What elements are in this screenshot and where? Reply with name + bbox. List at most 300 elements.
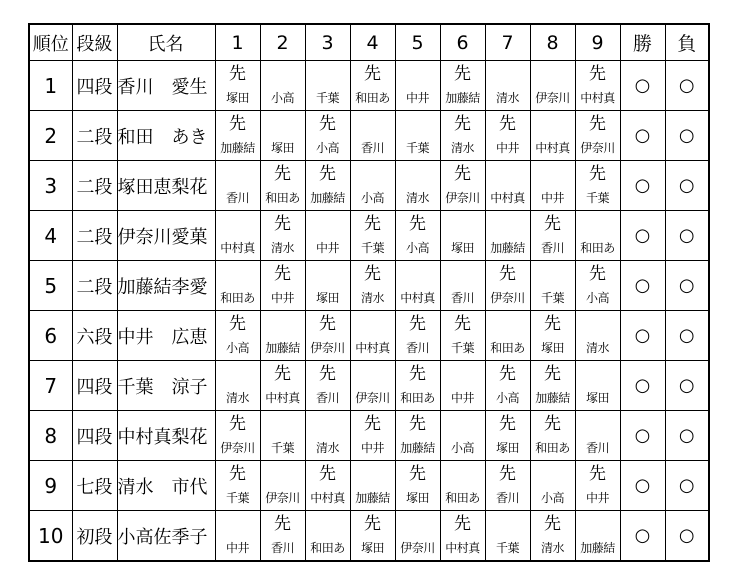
opponent-name: 小高 [315, 141, 339, 155]
opponent-name: 伊奈川 [265, 491, 300, 505]
round-cell [305, 161, 350, 211]
round-cell [395, 161, 440, 211]
round-cell [215, 111, 260, 161]
round-cell [575, 411, 620, 461]
sente-mark: 先 [319, 114, 336, 134]
rank-cell: 7 [29, 361, 72, 411]
opponent-name: 塚田 [225, 91, 249, 105]
round-cell [260, 361, 305, 411]
opponent-name: 加藤結 [535, 391, 570, 405]
round-cell [485, 361, 530, 411]
sente-mark: 先 [364, 64, 381, 84]
round-cell [485, 111, 530, 161]
table-row [29, 361, 709, 411]
loss-cell: ○ [665, 411, 709, 461]
round-cell [530, 511, 575, 562]
opponent-name: 小高 [225, 341, 249, 355]
opponent-name: 千葉 [495, 541, 519, 555]
opponent-name: 中村真 [490, 191, 525, 205]
opponent-name: 伊奈川 [400, 541, 435, 555]
table-body [29, 61, 709, 562]
opponent-name: 加藤結 [220, 141, 255, 155]
dan-cell: 四段 [72, 411, 117, 461]
table-row [29, 311, 709, 361]
round-cell [485, 61, 530, 111]
round-cell [530, 211, 575, 261]
opponent-name: 清水 [540, 541, 564, 555]
round-header: 4 [350, 24, 395, 61]
table-row [29, 61, 709, 111]
sente-mark: 先 [409, 214, 426, 234]
round-cell [395, 261, 440, 311]
opponent-name: 和田あ [265, 191, 300, 205]
opponent-name: 中村真 [355, 341, 390, 355]
opponent-name: 伊奈川 [580, 141, 615, 155]
opponent-name: 和田あ [445, 491, 480, 505]
round-cell [305, 311, 350, 361]
opponent-name: 小高 [540, 491, 564, 505]
opponent-name: 小高 [585, 291, 609, 305]
loss-cell: ○ [665, 311, 709, 361]
table-row [29, 411, 709, 461]
round-cell [350, 511, 395, 562]
round-cell [575, 461, 620, 511]
round-cell [260, 511, 305, 562]
round-cell [260, 311, 305, 361]
opponent-name: 中井 [315, 241, 339, 255]
player-name-cell: 塚田恵梨花 [117, 161, 215, 211]
round-cell [305, 361, 350, 411]
opponent-name: 伊奈川 [490, 291, 525, 305]
sente-mark: 先 [274, 364, 291, 384]
round-cell [350, 361, 395, 411]
opponent-name: 中村真 [265, 391, 300, 405]
dan-cell: 二段 [72, 211, 117, 261]
table-row [29, 511, 709, 562]
round-cell [485, 511, 530, 562]
round-cell [485, 261, 530, 311]
opponent-name: 中村真 [220, 241, 255, 255]
round-cell [350, 411, 395, 461]
round-cell [350, 161, 395, 211]
opponent-name: 清水 [360, 291, 384, 305]
round-cell [440, 161, 485, 211]
opponent-name: 和田あ [535, 441, 570, 455]
round-cell [215, 511, 260, 562]
round-cell [575, 111, 620, 161]
sente-mark: 先 [544, 314, 561, 334]
opponent-name: 塚田 [540, 341, 564, 355]
sente-mark: 先 [589, 114, 606, 134]
sente-mark: 先 [409, 464, 426, 484]
opponent-name: 清水 [315, 441, 339, 455]
opponent-name: 中井 [270, 291, 294, 305]
sente-mark: 先 [454, 314, 471, 334]
opponent-name: 加藤結 [580, 541, 615, 555]
sente-mark: 先 [364, 414, 381, 434]
round-cell [395, 211, 440, 261]
opponent-name: 千葉 [585, 191, 609, 205]
sente-mark: 先 [409, 364, 426, 384]
round-cell [350, 111, 395, 161]
round-cell [305, 111, 350, 161]
opponent-name: 小高 [270, 91, 294, 105]
opponent-name: 中井 [225, 541, 249, 555]
sente-mark: 先 [319, 464, 336, 484]
round-cell [440, 461, 485, 511]
sente-mark: 先 [544, 364, 561, 384]
player-name-cell: 伊奈川愛菓 [117, 211, 215, 261]
opponent-name: 中村真 [535, 141, 570, 155]
round-cell [215, 361, 260, 411]
table-row [29, 261, 709, 311]
opponent-name: 和田あ [490, 341, 525, 355]
loss-cell: ○ [665, 161, 709, 211]
opponent-name: 加藤結 [490, 241, 525, 255]
round-cell [350, 211, 395, 261]
sente-mark: 先 [364, 514, 381, 534]
round-cell [215, 461, 260, 511]
round-cell [215, 261, 260, 311]
round-cell [260, 211, 305, 261]
opponent-name: 中村真 [445, 541, 480, 555]
opponent-name: 千葉 [270, 441, 294, 455]
round-cell [530, 111, 575, 161]
opponent-name: 千葉 [405, 141, 429, 155]
round-cell [395, 361, 440, 411]
dan-cell: 二段 [72, 111, 117, 161]
opponent-name: 塚田 [495, 441, 519, 455]
round-cell [350, 61, 395, 111]
sente-mark: 先 [229, 314, 246, 334]
sente-mark: 先 [229, 114, 246, 134]
opponent-name: 和田あ [580, 241, 615, 255]
opponent-name: 小高 [450, 441, 474, 455]
round-cell [575, 311, 620, 361]
sente-mark: 先 [589, 264, 606, 284]
round-cell [350, 311, 395, 361]
opponent-name: 千葉 [540, 291, 564, 305]
sente-mark: 先 [409, 414, 426, 434]
round-cell [530, 311, 575, 361]
dan-cell: 七段 [72, 461, 117, 511]
opponent-name: 中村真 [580, 91, 615, 105]
win-cell: ○ [620, 361, 665, 411]
opponent-name: 中井 [360, 441, 384, 455]
opponent-name: 加藤結 [400, 441, 435, 455]
player-name-cell: 和田 あき [117, 111, 215, 161]
round-cell [530, 361, 575, 411]
opponent-name: 千葉 [315, 91, 339, 105]
round-cell [260, 61, 305, 111]
round-cell [215, 61, 260, 111]
opponent-name: 香川 [450, 291, 474, 305]
round-cell [440, 361, 485, 411]
opponent-name: 中井 [585, 491, 609, 505]
opponent-name: 中井 [450, 391, 474, 405]
opponent-name: 和田あ [355, 91, 390, 105]
rank-cell: 6 [29, 311, 72, 361]
name-header: 氏名 [117, 24, 215, 61]
loss-cell: ○ [665, 261, 709, 311]
round-cell [215, 161, 260, 211]
sente-mark: 先 [499, 264, 516, 284]
round-cell [440, 61, 485, 111]
sente-mark: 先 [454, 64, 471, 84]
opponent-name: 清水 [495, 91, 519, 105]
dan-cell: 二段 [72, 261, 117, 311]
rank-header: 順位 [29, 24, 72, 61]
round-header: 1 [215, 24, 260, 61]
win-cell: ○ [620, 211, 665, 261]
loss-cell: ○ [665, 61, 709, 111]
sente-mark: 先 [454, 514, 471, 534]
round-cell [260, 461, 305, 511]
sente-mark: 先 [274, 514, 291, 534]
rank-cell: 9 [29, 461, 72, 511]
opponent-name: 千葉 [450, 341, 474, 355]
sente-mark: 先 [274, 264, 291, 284]
round-cell [485, 461, 530, 511]
round-cell [395, 511, 440, 562]
sente-mark: 先 [454, 114, 471, 134]
opponent-name: 和田あ [310, 541, 345, 555]
round-cell [260, 111, 305, 161]
round-cell [395, 111, 440, 161]
sente-mark: 先 [544, 514, 561, 534]
sente-mark: 先 [319, 314, 336, 334]
sente-mark: 先 [229, 64, 246, 84]
opponent-name: 塚田 [585, 391, 609, 405]
loss-cell: ○ [665, 511, 709, 562]
player-name-cell: 中村真梨花 [117, 411, 215, 461]
table-row [29, 461, 709, 511]
opponent-name: 加藤結 [445, 91, 480, 105]
rank-cell: 1 [29, 61, 72, 111]
dan-cell: 六段 [72, 311, 117, 361]
round-cell [440, 311, 485, 361]
dan-cell: 四段 [72, 361, 117, 411]
loss-cell: ○ [665, 461, 709, 511]
sente-mark: 先 [499, 464, 516, 484]
round-cell [485, 311, 530, 361]
opponent-name: 加藤結 [310, 191, 345, 205]
loss-cell: ○ [665, 111, 709, 161]
win-header: 勝 [620, 24, 665, 61]
player-name-cell: 清水 市代 [117, 461, 215, 511]
round-cell [260, 261, 305, 311]
round-header: 3 [305, 24, 350, 61]
player-name-cell: 小高佐季子 [117, 511, 215, 562]
rank-cell: 8 [29, 411, 72, 461]
round-cell [575, 211, 620, 261]
round-cell [575, 161, 620, 211]
rank-cell: 2 [29, 111, 72, 161]
round-cell [530, 161, 575, 211]
player-name-cell: 加藤結李愛 [117, 261, 215, 311]
round-cell [530, 61, 575, 111]
opponent-name: 香川 [405, 341, 429, 355]
round-cell [530, 411, 575, 461]
round-cell [305, 261, 350, 311]
opponent-name: 香川 [495, 491, 519, 505]
win-cell: ○ [620, 161, 665, 211]
round-cell [575, 511, 620, 562]
loss-cell: ○ [665, 211, 709, 261]
table-row [29, 211, 709, 261]
round-cell [485, 161, 530, 211]
round-cell [305, 461, 350, 511]
opponent-name: 伊奈川 [535, 91, 570, 105]
sente-mark: 先 [229, 464, 246, 484]
round-cell [440, 111, 485, 161]
table-row [29, 111, 709, 161]
round-cell [305, 211, 350, 261]
opponent-name: 加藤結 [265, 341, 300, 355]
round-cell [440, 411, 485, 461]
opponent-name: 香川 [585, 441, 609, 455]
table-row [29, 161, 709, 211]
opponent-name: 小高 [405, 241, 429, 255]
round-cell [305, 61, 350, 111]
round-cell [215, 411, 260, 461]
opponent-name: 伊奈川 [445, 191, 480, 205]
sente-mark: 先 [274, 214, 291, 234]
round-cell [215, 311, 260, 361]
pairing-table [28, 23, 710, 562]
round-cell [260, 161, 305, 211]
opponent-name: 香川 [315, 391, 339, 405]
player-name-cell: 中井 広恵 [117, 311, 215, 361]
rank-cell: 5 [29, 261, 72, 311]
win-cell: ○ [620, 111, 665, 161]
opponent-name: 伊奈川 [220, 441, 255, 455]
round-header: 7 [485, 24, 530, 61]
round-cell [395, 61, 440, 111]
sente-mark: 先 [589, 164, 606, 184]
opponent-name: 中村真 [310, 491, 345, 505]
rank-cell: 4 [29, 211, 72, 261]
opponent-name: 千葉 [225, 491, 249, 505]
opponent-name: 清水 [450, 141, 474, 155]
round-cell [305, 511, 350, 562]
round-cell [350, 261, 395, 311]
opponent-name: 伊奈川 [310, 341, 345, 355]
win-cell: ○ [620, 261, 665, 311]
opponent-name: 千葉 [360, 241, 384, 255]
round-header: 2 [260, 24, 305, 61]
win-cell: ○ [620, 511, 665, 562]
sente-mark: 先 [409, 314, 426, 334]
opponent-name: 中村真 [400, 291, 435, 305]
win-cell: ○ [620, 61, 665, 111]
sente-mark: 先 [319, 364, 336, 384]
opponent-name: 加藤結 [355, 491, 390, 505]
loss-cell: ○ [665, 361, 709, 411]
round-cell [485, 411, 530, 461]
round-cell [395, 461, 440, 511]
sente-mark: 先 [499, 414, 516, 434]
opponent-name: 小高 [360, 191, 384, 205]
opponent-name: 清水 [225, 391, 249, 405]
dan-header: 段級 [72, 24, 117, 61]
round-cell [395, 311, 440, 361]
sente-mark: 先 [499, 364, 516, 384]
round-cell [440, 211, 485, 261]
opponent-name: 中井 [495, 141, 519, 155]
opponent-name: 伊奈川 [355, 391, 390, 405]
round-cell [440, 511, 485, 562]
opponent-name: 中井 [540, 191, 564, 205]
sente-mark: 先 [454, 164, 471, 184]
rank-cell: 10 [29, 511, 72, 562]
round-cell [395, 411, 440, 461]
opponent-name: 清水 [270, 241, 294, 255]
round-header: 8 [530, 24, 575, 61]
opponent-name: 小高 [495, 391, 519, 405]
opponent-name: 塚田 [315, 291, 339, 305]
opponent-name: 香川 [270, 541, 294, 555]
opponent-name: 中井 [405, 91, 429, 105]
loss-header: 負 [665, 24, 709, 61]
sente-mark: 先 [319, 164, 336, 184]
win-cell: ○ [620, 461, 665, 511]
round-cell [575, 261, 620, 311]
round-header: 6 [440, 24, 485, 61]
header-row [29, 24, 709, 61]
opponent-name: 香川 [225, 191, 249, 205]
round-header: 9 [575, 24, 620, 61]
rank-cell: 3 [29, 161, 72, 211]
dan-cell: 四段 [72, 61, 117, 111]
win-cell: ○ [620, 411, 665, 461]
sente-mark: 先 [544, 214, 561, 234]
round-header: 5 [395, 24, 440, 61]
opponent-name: 塚田 [405, 491, 429, 505]
round-cell [215, 211, 260, 261]
round-cell [530, 461, 575, 511]
round-cell [530, 261, 575, 311]
sente-mark: 先 [589, 64, 606, 84]
opponent-name: 香川 [360, 141, 384, 155]
win-cell: ○ [620, 311, 665, 361]
player-name-cell: 香川 愛生 [117, 61, 215, 111]
opponent-name: 塚田 [450, 241, 474, 255]
dan-cell: 二段 [72, 161, 117, 211]
opponent-name: 香川 [540, 241, 564, 255]
round-cell [350, 461, 395, 511]
player-name-cell: 千葉 涼子 [117, 361, 215, 411]
opponent-name: 和田あ [400, 391, 435, 405]
opponent-name: 和田あ [220, 291, 255, 305]
sente-mark: 先 [499, 114, 516, 134]
opponent-name: 清水 [405, 191, 429, 205]
round-cell [575, 61, 620, 111]
opponent-name: 塚田 [270, 141, 294, 155]
sente-mark: 先 [589, 464, 606, 484]
sente-mark: 先 [364, 214, 381, 234]
dan-cell: 初段 [72, 511, 117, 562]
sente-mark: 先 [364, 264, 381, 284]
sente-mark: 先 [544, 414, 561, 434]
sente-mark: 先 [274, 164, 291, 184]
round-cell [440, 261, 485, 311]
round-cell [485, 211, 530, 261]
opponent-name: 清水 [585, 341, 609, 355]
round-cell [260, 411, 305, 461]
sente-mark: 先 [229, 414, 246, 434]
round-cell [575, 361, 620, 411]
